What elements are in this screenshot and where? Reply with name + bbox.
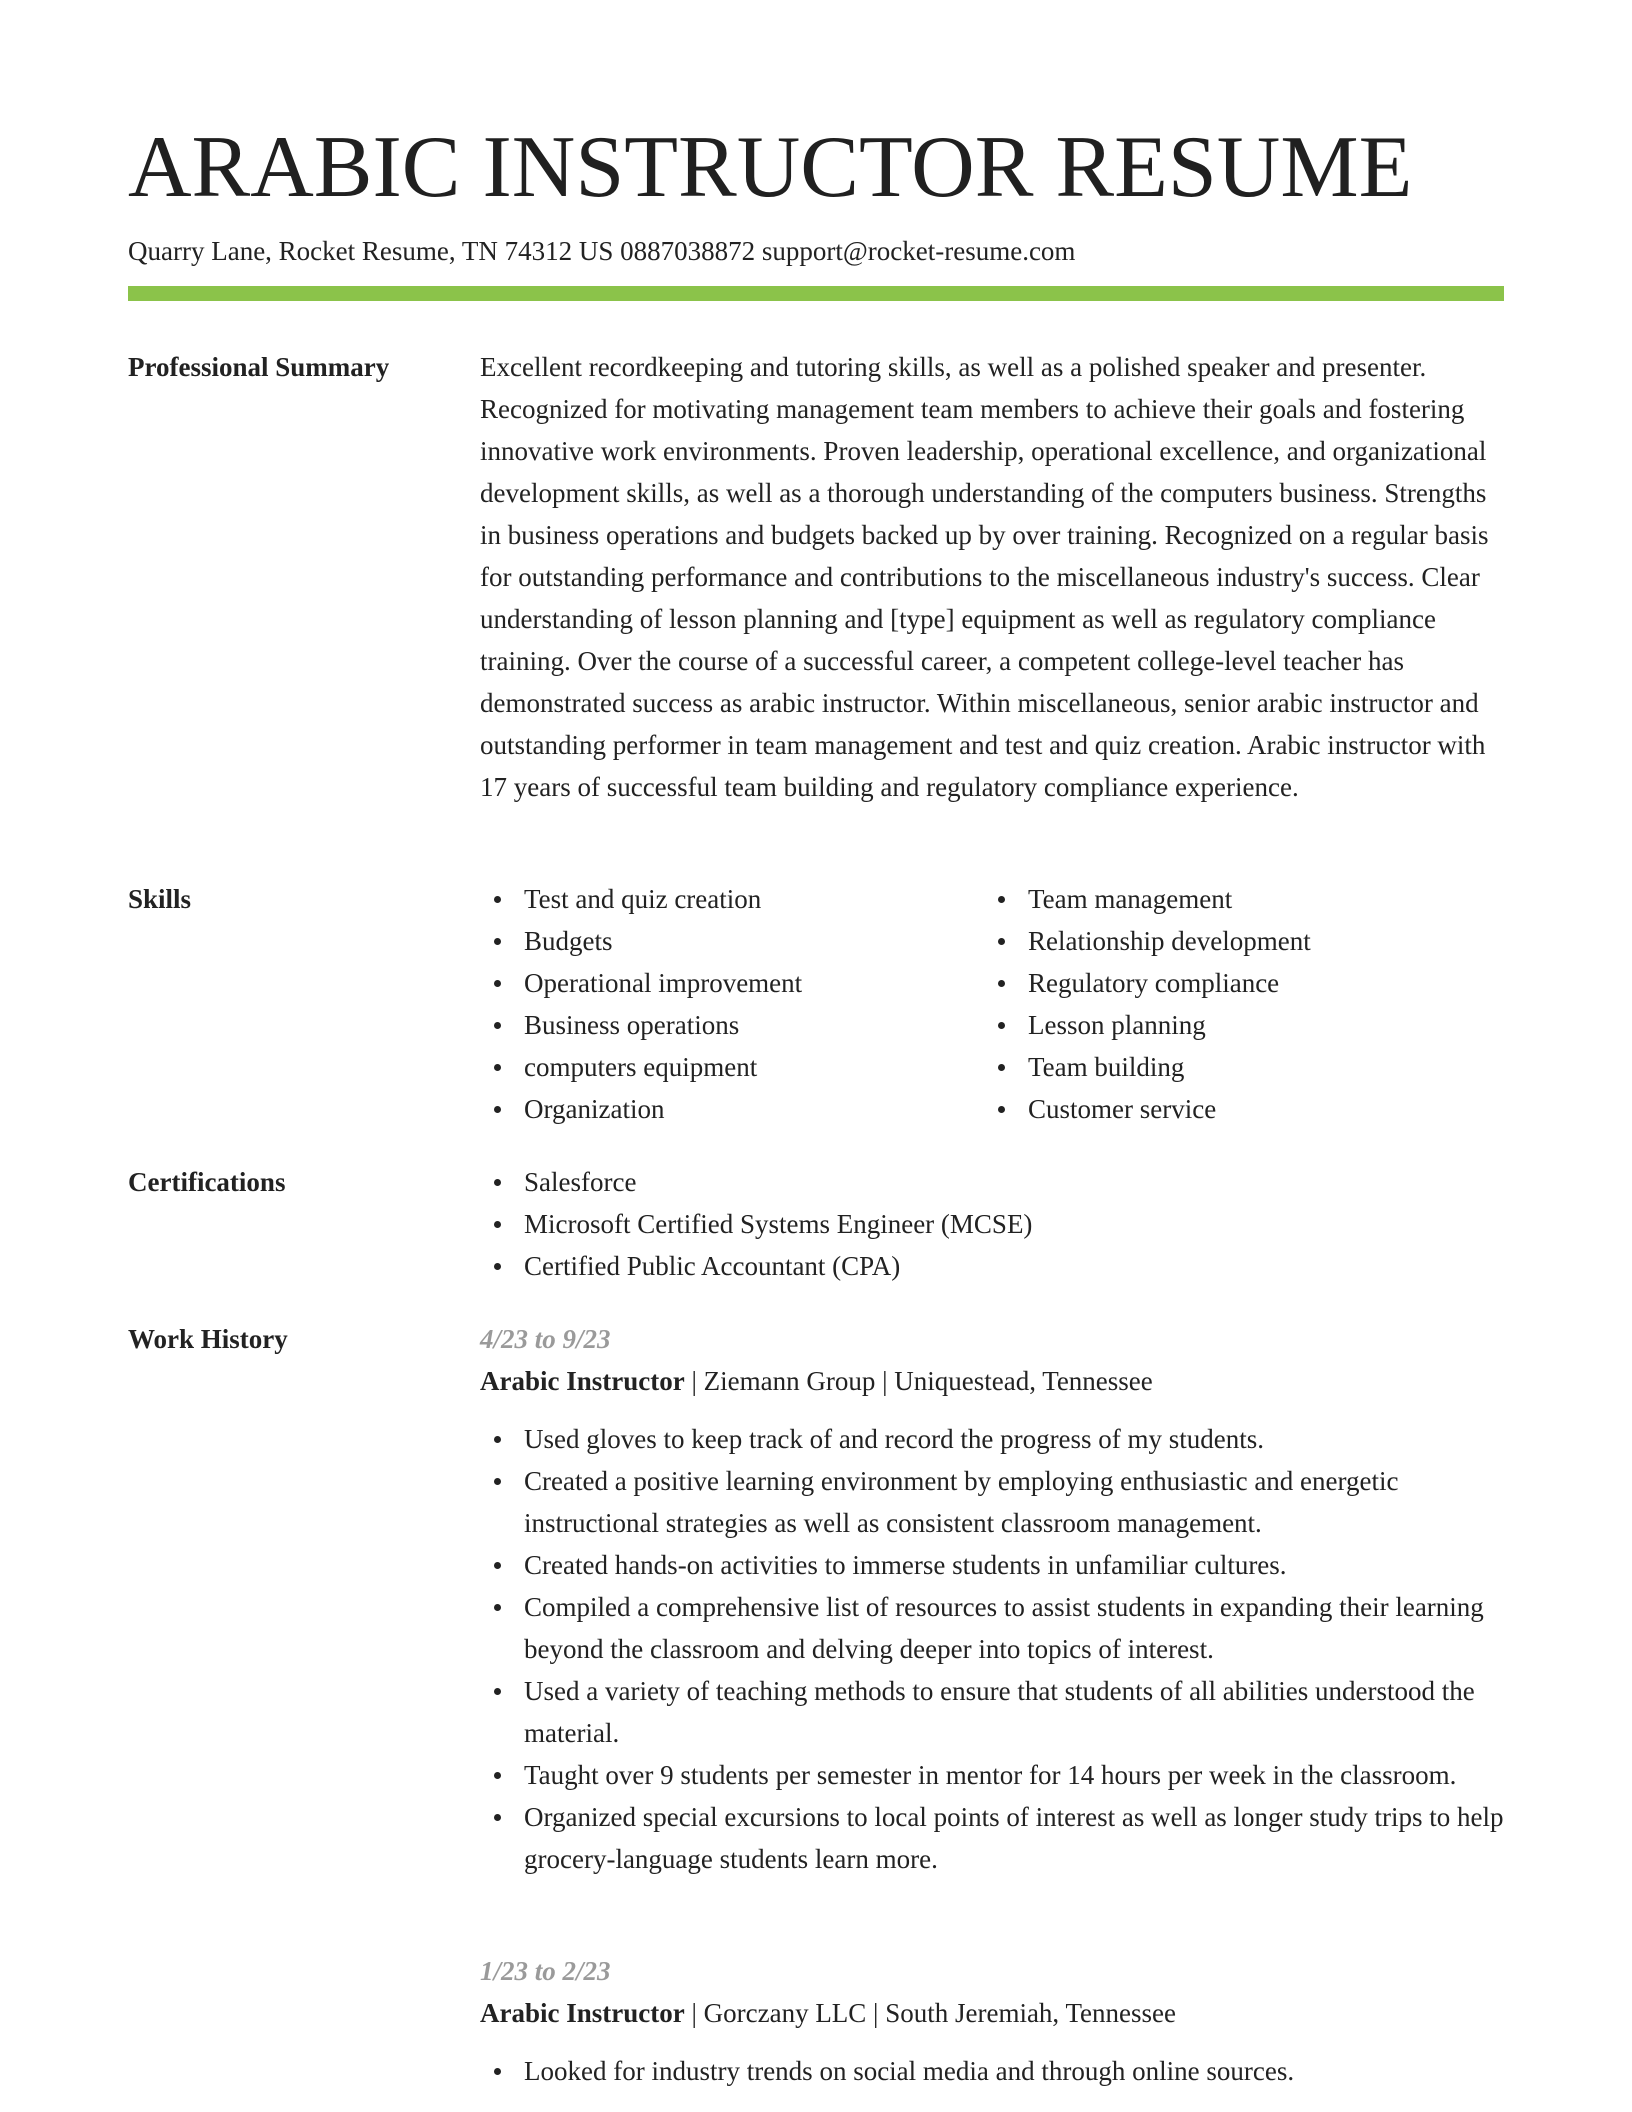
list-item: Used a variety of teaching methods to ensure that students of all abilities understood the material. — [480, 1670, 1504, 1754]
job-entry — [480, 1950, 1504, 2092]
job-details: | Gorczany LLC | South Jeremiah, Tennessee — [684, 1998, 1177, 2028]
list-item: Test and quiz creation — [480, 878, 984, 920]
certifications-label: Certifications — [128, 1167, 286, 1197]
job-title: Arabic Instructor — [480, 1998, 685, 2028]
work-history-label: Work History — [128, 1324, 288, 1354]
list-item: Organization — [480, 1088, 984, 1130]
list-item: Operational improvement — [480, 962, 984, 1004]
list-item: Salesforce — [480, 1161, 1504, 1203]
summary-text: Excellent recordkeeping and tutoring skills, as well as a polished speaker and presenter. Recognized for motivating management team members to achieve their goals and fostering innovative work environments. Proven leadership, operational excellence, and organizational development skills, as well as a thorough understanding of the computers business. Strengths in business operations and budgets backed up by over training. Recognized on a regular basis for outstanding performance and contributions to the miscellaneous industry's success. Clear understanding of lesson planning and [type] equipment as well as regulatory compliance training. Over the course of a successful career, a competent college-level teacher has demonstrated success as arabic instructor. Within miscellaneous, senior arabic instructor and outstanding performer in team management and test and quiz creation. Arabic instructor with 17 years of successful team building and regulatory compliance experience. — [480, 352, 1489, 802]
summary-label: Professional Summary — [128, 352, 390, 382]
list-item: Created hands-on activities to immerse students in unfamiliar cultures. — [480, 1544, 1504, 1586]
job-date: 4/23 to 9/23 — [480, 1324, 611, 1354]
resume-title: ARABIC INSTRUCTOR RESUME — [128, 119, 1413, 216]
list-item: Microsoft Certified Systems Engineer (MCSE) — [480, 1203, 1504, 1245]
list-item: Business operations — [480, 1004, 984, 1046]
list-item: Created a positive learning environment by employing enthusiastic and energetic instructional strategies as well as consistent classroom management. — [480, 1460, 1504, 1544]
job-details: | Ziemann Group | Uniquestead, Tennessee — [684, 1366, 1153, 1396]
job-heading — [480, 1360, 1504, 1402]
list-item: Looked for industry trends on social media and through online sources. — [480, 2050, 1504, 2092]
list-item: Team management — [984, 878, 1488, 920]
skills-column-left — [480, 878, 984, 1130]
job-entry — [480, 1318, 1504, 1880]
job-heading — [480, 1992, 1504, 2034]
list-item: computers equipment — [480, 1046, 984, 1088]
list-item: Team building — [984, 1046, 1488, 1088]
resume-header — [128, 118, 1504, 268]
skills-column-right — [984, 878, 1488, 1130]
skills-list — [480, 878, 1504, 1130]
list-item: Lesson planning — [984, 1004, 1488, 1046]
list-item: Certified Public Accountant (CPA) — [480, 1245, 1504, 1287]
accent-divider — [128, 286, 1504, 301]
contact-line: Quarry Lane, Rocket Resume, TN 74312 US 0887038872 support@rocket-resume.com — [128, 236, 1076, 266]
job-date: 1/23 to 2/23 — [480, 1956, 611, 1986]
list-item: Compiled a comprehensive list of resources to assist students in expanding their learning beyond the classroom and delving deeper into topics of interest. — [480, 1586, 1504, 1670]
job-duties — [480, 2050, 1504, 2092]
list-item: Relationship development — [984, 920, 1488, 962]
list-item: Used gloves to keep track of and record the progress of my students. — [480, 1418, 1504, 1460]
list-item: Regulatory compliance — [984, 962, 1488, 1004]
list-item: Organized special excursions to local points of interest as well as longer study trips to help grocery-language students learn more. — [480, 1796, 1504, 1880]
list-item: Customer service — [984, 1088, 1488, 1130]
job-duties — [480, 1418, 1504, 1880]
list-item: Budgets — [480, 920, 984, 962]
list-item: Taught over 9 students per semester in mentor for 14 hours per week in the classroom. — [480, 1754, 1504, 1796]
job-title: Arabic Instructor — [480, 1366, 685, 1396]
certifications-list — [480, 1161, 1504, 1287]
skills-label: Skills — [128, 884, 192, 914]
